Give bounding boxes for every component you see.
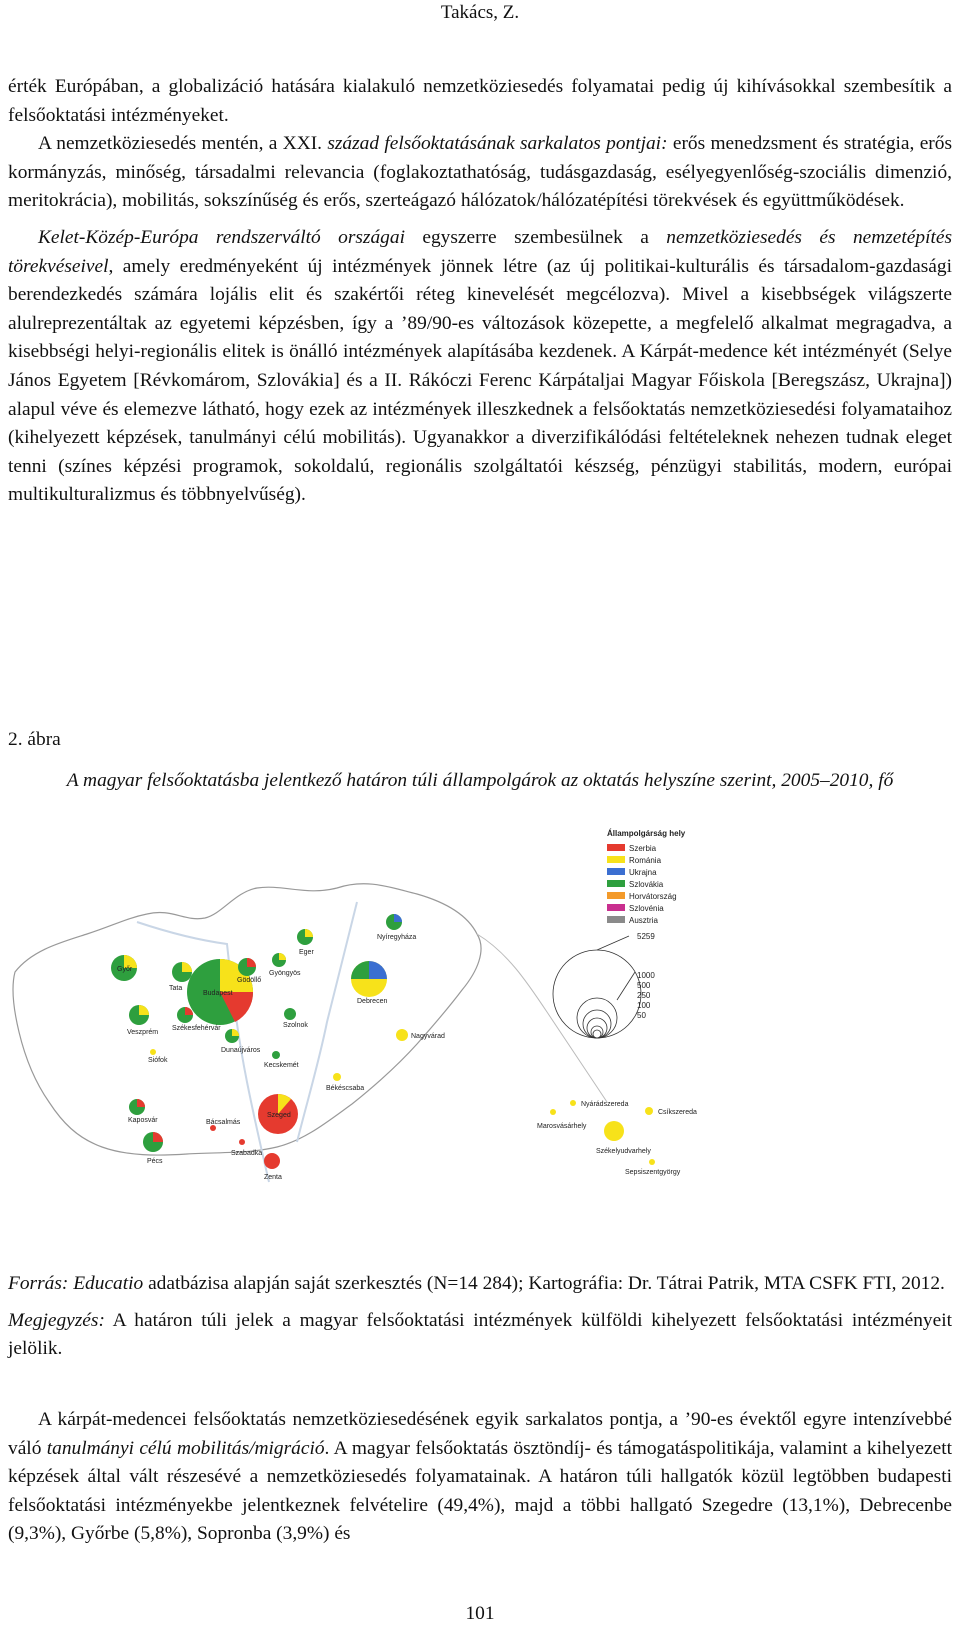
- city-label-debrecen: Debrecen: [357, 998, 388, 1005]
- city-label-veszprem: Veszprém: [127, 1029, 159, 1036]
- pie-veszprem: [129, 1005, 149, 1025]
- city-label-szekesfehervar: Székesfehérvár: [172, 1025, 221, 1032]
- body-text-top: [8, 73, 952, 510]
- pie-godollo: [238, 958, 256, 976]
- p4-italic: tanulmányi célú mobilitás/migráció: [46, 1437, 325, 1459]
- pie-nyiregyhaza: [386, 914, 402, 930]
- p3-rest: , amely eredményeként új intézmények jönnek létre (az új politikai-kulturális és társadalom-gazdasági berendezkedés számára lojális elit és szakértői réteg kinevelését megcélozva). Mivel a kisebbségek világszerte alulreprezentáltak az egyetemi képzésben, így a ’89/90-es változások közepette, a megfelelő alkalmat megragadva, a kisebbségi helyi-regionális elitek is önálló intézmények alapításába kezdenek. A Kárpát-medence két intézményét (Selye János Egyetem [Révkomárom, Szlovákia] és a II. Rákóczi Ferenc Kárpátaljai Magyar Főiskola [Beregszász, Ukrajna]) alapul véve és elemezve látható, hogy ezek az intézmények illeszkednek a felsőoktatás nemzetköziesedési folyamataihoz (kihelyezett képzések, tanulmányi célú mobilitás). Ugyanakkor a diverzifikálódási feltételeknek nehezen tudnak eleget tenni (színes képzési programok, sokoldalú, regionális szolgáltatói készség, pénzügyi stabilitás, modern, európai multikulturalizmus és többnyelvűség).: [8, 255, 952, 506]
- paragraph-4: [8, 1406, 952, 1549]
- size-legend-label-500: 500: [637, 981, 651, 990]
- pie-csikszereda: [645, 1107, 653, 1115]
- city-label-zenta: Zenta: [264, 1174, 282, 1181]
- legend-label-szlovenia: Szlovénia: [629, 904, 664, 913]
- city-label-pecs: Pécs: [147, 1158, 163, 1165]
- legend-title: Állampolgárság hely: [607, 829, 686, 838]
- city-label-siofok: Siófok: [148, 1057, 168, 1064]
- pie-szekesfehervar: [177, 1007, 193, 1023]
- note-line: [8, 1307, 952, 1364]
- pie-bekescsaba: [333, 1073, 341, 1081]
- pie-zenta: [264, 1153, 280, 1169]
- city-label-nyiregyhaza: Nyíregyháza: [377, 934, 417, 941]
- city-label-kecskemet: Kecskemét: [264, 1062, 299, 1069]
- body-text-bottom: [8, 1406, 952, 1549]
- p3-italic: Kelet-Közép-Európa rendszerváltó országai: [38, 226, 405, 248]
- source-line: [8, 1270, 952, 1299]
- pie-pecs: [143, 1132, 163, 1152]
- city-label-szolnok: Szolnok: [283, 1022, 308, 1029]
- paragraph-1: érték Európában, a globalizáció hatására kialakuló nemzetköziesedés folyamatai pedig új kihívásokkal szembesítik a felsőoktatási intézményeket.: [8, 76, 952, 126]
- city-label-sepsiszentgyorgy: Sepsiszentgyörgy: [625, 1169, 681, 1176]
- pie-siofok: [150, 1049, 156, 1055]
- pie-nagyvarad: [396, 1029, 408, 1041]
- pie-dunaujvaros: [225, 1029, 239, 1043]
- city-label-nyaradszereda: Nyárádszereda: [581, 1101, 629, 1108]
- city-label-gyor: Győr: [117, 966, 133, 973]
- pie-gyongyos: [272, 953, 286, 967]
- p4-start: A kárpát-medencei felsőoktatás nemzetköziesedésének egyik sarkalatos pontja, a ’90-es évektől egyre intenzívebbé váló: [8, 1409, 952, 1459]
- figure-label: 2. ábra: [8, 729, 61, 750]
- pie-nyaradszereda: [570, 1100, 576, 1106]
- p2-italic: század felsőoktatásának sarkalatos pontjai:: [327, 133, 668, 155]
- city-label-szekelyudvarhely: Székelyudvarhely: [596, 1148, 651, 1155]
- size-legend-label-1000: 1000: [637, 971, 655, 980]
- city-label-bacsalmas: Bácsalmás: [206, 1119, 241, 1126]
- city-label-tata: Tata: [169, 985, 183, 992]
- p2-start: A nemzetköziesedés mentén, a XXI.: [38, 133, 328, 155]
- paragraph-2: [8, 130, 952, 216]
- city-label-gyongyos: Gyöngyös: [269, 970, 301, 977]
- size-legend-label-5259: 5259: [637, 932, 655, 941]
- source-label: Forrás:: [8, 1273, 69, 1294]
- figure-map: [7, 822, 719, 1265]
- legend-label-romania: Románia: [629, 856, 662, 865]
- size-legend-label-250: 250: [637, 991, 651, 1000]
- pie-tata: [172, 962, 192, 982]
- city-label-dunaujvaros: Dunaújváros: [221, 1047, 261, 1054]
- pie-szolnok: [284, 1008, 296, 1020]
- map-background: [7, 822, 719, 1265]
- legend-swatch-szlovenia: [607, 904, 625, 911]
- p3-mid: egyszerre szembesülnek a: [404, 226, 667, 248]
- source-text: adatbázisa alapján saját szerkesztés (N=14 284); Kartográfia: Dr. Tátrai Patrik, MTA CSFK FTI, 2012.: [143, 1273, 945, 1294]
- city-label-godollo: Gödöllő: [237, 977, 262, 984]
- city-label-marosvasarhely: Marosvásárhely: [537, 1123, 587, 1130]
- legend-swatch-romania: [607, 856, 625, 863]
- pie-eger: [297, 929, 313, 945]
- city-label-szeged: Szeged: [267, 1112, 291, 1119]
- pie-kaposvar: [129, 1099, 145, 1115]
- pie-debrecen: [351, 961, 387, 997]
- page-number: 101: [465, 1603, 495, 1624]
- legend-swatch-ukrajna: [607, 868, 625, 875]
- note-label: Megjegyzés:: [8, 1309, 105, 1331]
- legend-label-ukrajna: Ukrajna: [629, 868, 657, 877]
- city-label-eger: Eger: [299, 949, 314, 956]
- legend-label-horvatorszag: Horvátország: [629, 892, 677, 901]
- pie-szabadka: [239, 1139, 245, 1145]
- legend-swatch-szerbia: [607, 844, 625, 851]
- legend-label-szerbia: Szerbia: [629, 844, 657, 853]
- source-italic: Educatio: [73, 1273, 144, 1294]
- figure-caption: A magyar felsőoktatásba jelentkező határon túli állampolgárok az oktatás helyszíne szerint, 2005–2010, fő: [66, 770, 894, 791]
- legend-label-szlovakia: Szlovákia: [629, 880, 664, 889]
- running-header: Takács, Z.: [440, 2, 520, 23]
- pie-marosvasarhely: [550, 1109, 556, 1115]
- city-label-budapest: Budapest: [203, 990, 233, 997]
- city-label-nagyvarad: Nagyvárad: [411, 1033, 445, 1040]
- city-label-kaposvar: Kaposvár: [128, 1117, 158, 1124]
- note-text: A határon túli jelek a magyar felsőoktatási intézmények külföldi kihelyezett felsőoktatási intézményeit jelölik.: [8, 1309, 952, 1360]
- pie-szekelyudvarhely: [604, 1121, 624, 1141]
- city-label-csikszereda: Csíkszereda: [658, 1109, 697, 1116]
- figure-notes: [8, 1270, 952, 1364]
- size-legend-label-50: 50: [637, 1011, 646, 1020]
- p3-italic2: nemzetköziesedés és nemzetépítés törekvéseivel: [8, 226, 953, 277]
- legend-swatch-szlovakia: [607, 880, 625, 887]
- legend-swatch-horvatorszag: [607, 892, 625, 899]
- city-label-bekescsaba: Békéscsaba: [326, 1085, 365, 1092]
- size-legend-label-100: 100: [637, 1001, 651, 1010]
- pie-kecskemet: [272, 1051, 280, 1059]
- legend-label-ausztria: Ausztria: [629, 916, 658, 925]
- p2-rest: erős menedzsment és stratégia, erős kormányzás, minőség, társadalmi relevancia (foglakoztathatóság, tudásgazdaság, esélyegyenlőség-szociális dimenzió, meritokrácia), mobilitás, sokszínűség és erős, szerteágazó hálózatok/hálózatépítési törekvések és együttműködések.: [8, 133, 953, 212]
- paragraph-3: [8, 224, 952, 510]
- legend-swatch-ausztria: [607, 916, 625, 923]
- pie-sepsiszentgyorgy: [649, 1159, 655, 1165]
- city-label-szabadka: Szabadka: [231, 1150, 263, 1157]
- p4-rest: . A magyar felsőoktatás ösztöndíj- és támogatáspolitikája, valamint a kihelyezett képzések által vált részesévé a nemzetköziesedés folyamatainak. A határon túli hallgatók közül legtöbben budapesti felsőoktatási intézményekbe jelentkeznek felvételire (49,4%), majd a többi hallgató Szegedre (13,1%), Debrecenbe (9,3%), Győrbe (5,8%), Sopronba (3,9%) és: [8, 1437, 952, 1545]
